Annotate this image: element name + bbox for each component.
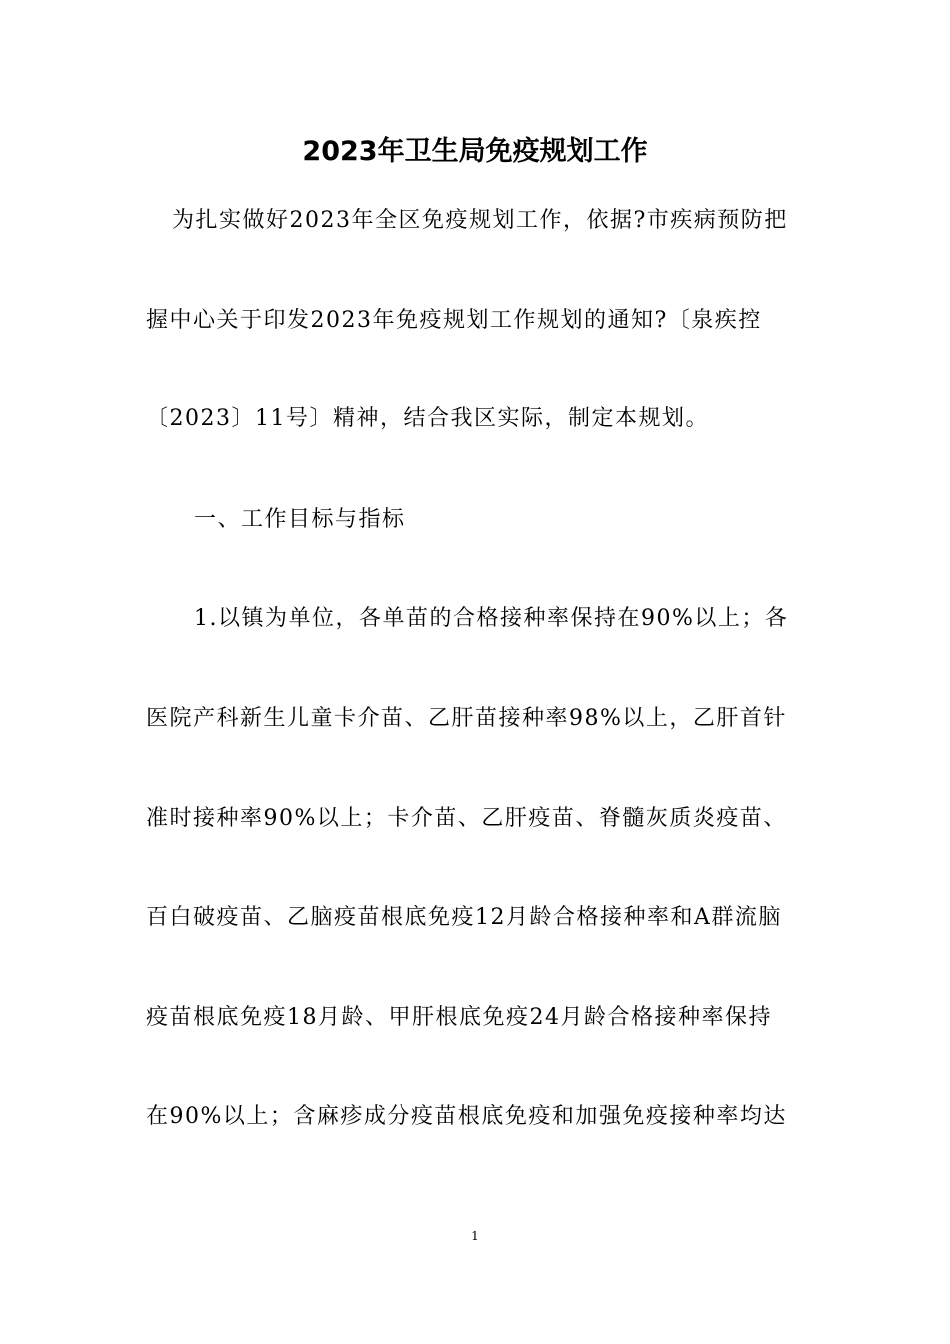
paragraph-line: 〔2023〕11号〕精神，结合我区实际，制定本规划。 <box>146 406 709 431</box>
page-number: 1 <box>471 1229 479 1243</box>
paragraph-line: 1.以镇为单位，各单苗的合格接种率保持在90%以上；各 <box>194 606 789 631</box>
section-heading: 一、工作目标与指标 <box>194 507 406 532</box>
paragraph-line: 握中心关于印发2023年免疫规划工作规划的通知?〔泉疾控 <box>146 308 762 333</box>
paragraph-line: 医院产科新生儿童卡介苗、乙肝苗接种率98%以上，乙肝首针 <box>146 706 787 731</box>
paragraph-line: 百白破疫苗、乙脑疫苗根底免疫12月龄合格接种率和A群流脑 <box>146 905 782 930</box>
paragraph-line: 准时接种率90%以上；卡介苗、乙肝疫苗、脊髓灰质炎疫苗、 <box>146 806 787 831</box>
document-title: 2023年卫生局免疫规划工作 <box>302 136 648 167</box>
paragraph-line: 为扎实做好2023年全区免疫规划工作，依据?市疾病预防把 <box>172 208 788 233</box>
paragraph-line: 疫苗根底免疫18月龄、甲肝根底免疫24月龄合格接种率保持 <box>146 1005 772 1030</box>
paragraph-line: 在90%以上；含麻疹成分疫苗根底免疫和加强免疫接种率均达 <box>146 1104 787 1129</box>
